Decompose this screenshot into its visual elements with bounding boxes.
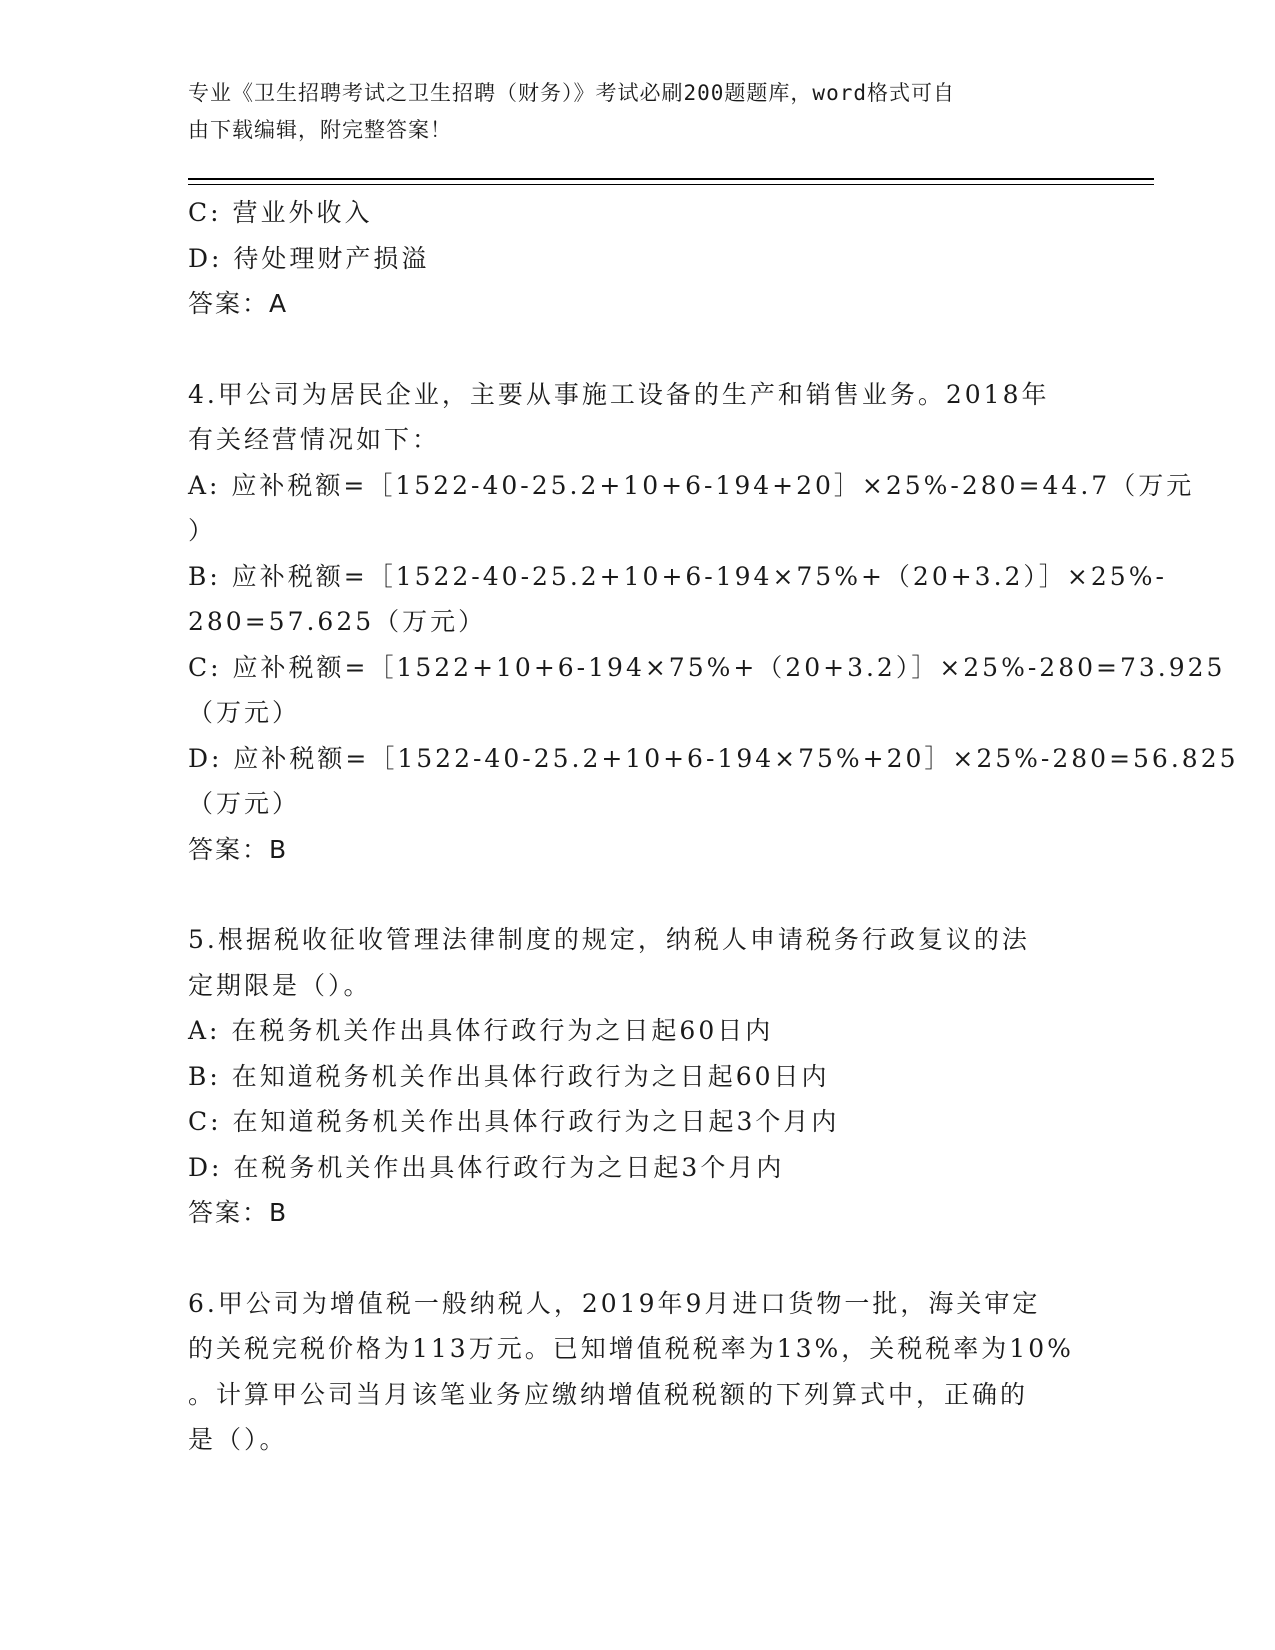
header-rule-thin (188, 184, 1154, 185)
q4-option-c-line-2: （万元） (188, 698, 301, 727)
question-5 (188, 917, 1088, 1236)
q4-option-d-line-2: （万元） (188, 789, 301, 818)
header-line-2: 由下载编辑，附完整答案！ (188, 118, 452, 142)
q6-stem-line-2: 的关税完税价格为113万元。已知增值税税率为13%，关税税率为10% (188, 1334, 1074, 1363)
q4-option-d-line-1: D: 应补税额=［1522-40-25.2+10+6-194×75%+20］×25%-280=56.825 (188, 743, 1239, 773)
q3-option-c: C: 营业外收入 (188, 198, 373, 227)
q4-stem-line-1: 4.甲公司为居民企业，主要从事施工设备的生产和销售业务。2018年 (188, 379, 1050, 409)
question-3-tail (188, 190, 1088, 327)
q5-option-a: A: 在税务机关作出具体行政行为之日起60日内 (188, 1016, 774, 1045)
document-header (188, 75, 1068, 149)
question-4 (188, 372, 1239, 873)
q5-stem-line-1: 5.根据税收征收管理法律制度的规定，纳税人申请税务行政复议的法 (188, 925, 1030, 954)
q4-option-a-line-1: A: 应补税额=［1522-40-25.2+10+6-194+20］×25%-280=44.7（万元 (188, 470, 1195, 500)
q4-answer: 答案：B (188, 834, 289, 864)
q4-option-b-line-2: 280=57.625（万元） (188, 607, 487, 636)
question-6 (188, 1281, 1088, 1463)
q4-option-b-line-1: B: 应补税额=［1522-40-25.2+10+6-194×75%+（20+3.2）］×25%- (188, 561, 1167, 591)
q5-stem-line-2: 定期限是（）。 (188, 970, 372, 1000)
q3-option-d: D: 待处理财产损溢 (188, 243, 430, 273)
q5-option-d: D: 在税务机关作出具体行政行为之日起3个月内 (188, 1152, 785, 1182)
q6-stem-line-4: 是（）。 (188, 1425, 288, 1454)
q6-stem-line-1: 6.甲公司为增值税一般纳税人，2019年9月进口货物一批，海关审定 (188, 1288, 1041, 1318)
q4-stem-line-2: 有关经营情况如下： (188, 425, 441, 454)
q3-answer: 答案：A (188, 289, 289, 318)
header-line-1: 专业《卫生招聘考试之卫生招聘（财务）》考试必刷200题题库，word格式可自 (188, 81, 955, 105)
q5-answer: 答案：B (188, 1198, 289, 1227)
q4-option-a-line-2: ） (188, 516, 217, 545)
q4-option-c-line-1: C: 应补税额=［1522+10+6-194×75%+（20+3.2）］×25%-280=73.925 (188, 652, 1226, 682)
header-rule-thick (188, 178, 1154, 180)
q5-option-b: B: 在知道税务机关作出具体行政行为之日起60日内 (188, 1061, 830, 1091)
q5-option-c: C: 在知道税务机关作出具体行政行为之日起3个月内 (188, 1107, 840, 1136)
q6-stem-line-3: 。计算甲公司当月该笔业务应缴纳增值税税额的下列算式中，正确的 (188, 1379, 1029, 1409)
document-body (188, 190, 1239, 1463)
